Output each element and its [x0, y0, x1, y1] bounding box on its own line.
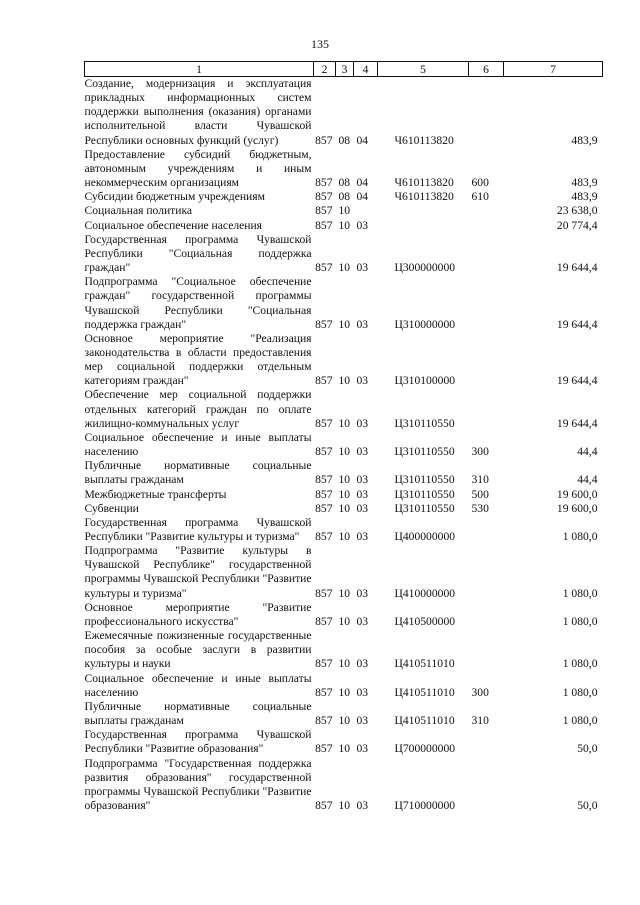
- row-name: Межбюджетные трансферты: [84, 487, 227, 501]
- code-ministry: 857: [315, 798, 333, 812]
- row-name: Государственная программа Чувашской Республики "Развитие культуры и туризма": [84, 515, 312, 543]
- row-name: Подпрограмма "Социальное обеспечение граждан" государственной программы Чувашской Республики "Социальная поддержка граждан": [84, 275, 312, 331]
- table-row: [85, 190, 603, 204]
- code-ministry: 857: [315, 501, 333, 515]
- code-expense-type: [469, 233, 504, 275]
- code-section: 10: [338, 657, 351, 671]
- code-target-item: Ч610113820: [394, 176, 454, 190]
- code-expense-type: [469, 728, 504, 756]
- row-name: Субсидии бюджетным учреждениям: [84, 190, 265, 204]
- table-row: [85, 757, 603, 814]
- code-ministry: 857: [315, 530, 333, 543]
- row-amount: 19 600,0: [556, 501, 598, 515]
- code-target-item: Ц400000000: [394, 530, 456, 543]
- table-row: [85, 204, 603, 218]
- code-expense-type: 530: [471, 501, 489, 515]
- row-amount: 19 644,4: [556, 261, 598, 275]
- code-expense-type: [469, 601, 504, 629]
- row-amount: 1 080,0: [562, 714, 598, 728]
- code-section: 10: [338, 714, 351, 728]
- table-row: [85, 275, 603, 332]
- code-target-item: Ц410511010: [394, 714, 455, 728]
- code-expense-type: [469, 332, 504, 389]
- table-row: [85, 77, 603, 148]
- code-section: 10: [338, 473, 351, 487]
- code-ministry: 857: [315, 714, 333, 728]
- code-expense-type: 310: [471, 473, 489, 487]
- table-row: [85, 148, 603, 190]
- code-ministry: 857: [315, 614, 333, 628]
- table-header: [85, 62, 603, 77]
- code-subsection: 03: [356, 614, 369, 628]
- code-target-item: [378, 219, 469, 233]
- column-header: 2: [314, 62, 336, 77]
- row-name: Социальное обеспечение и иные выплаты населению: [84, 430, 312, 459]
- row-name: Основное мероприятие "Развитие профессионального искусства": [84, 600, 312, 628]
- code-section: 10: [338, 374, 351, 388]
- row-amount: 50,0: [577, 742, 598, 756]
- code-section: 10: [338, 317, 351, 331]
- row-name: Основное мероприятие "Реализация законодательства в области предоставления мер социальной поддержки отдельным категориям граждан": [84, 331, 312, 388]
- row-name: Создание, модернизация и эксплуатация прикладных информационных систем поддержки выполнения (оказания) органами исполнительной власти Чувашской Республики основных функций (услуг): [84, 77, 312, 147]
- code-subsection: 03: [356, 742, 369, 756]
- row-amount: 1 080,0: [562, 614, 598, 628]
- code-section: 10: [338, 501, 351, 515]
- row-name: Социальное обеспечение населения: [84, 218, 263, 232]
- code-target-item: Ц310000000: [394, 317, 456, 331]
- code-subsection: 04: [356, 133, 369, 147]
- code-target-item: Ц710000000: [394, 798, 456, 812]
- table-row: [85, 332, 603, 389]
- code-target-item: Ц310100000: [394, 374, 456, 388]
- table-row: [85, 219, 603, 233]
- code-expense-type: 500: [471, 487, 489, 501]
- code-ministry: 857: [315, 657, 333, 671]
- code-section: 10: [338, 530, 351, 543]
- code-section: 10: [338, 798, 351, 812]
- code-subsection: 03: [356, 501, 369, 515]
- row-amount: 50,0: [577, 798, 598, 812]
- row-name: Подпрограмма "Государственная поддержка развития образования" государственной программы Чувашской Республики "Развитие образования": [84, 756, 312, 812]
- code-ministry: 857: [315, 487, 333, 501]
- code-target-item: [378, 204, 469, 218]
- row-name: Субвенции: [84, 501, 139, 515]
- code-expense-type: [469, 757, 504, 814]
- code-target-item: Ц310110550: [394, 416, 455, 430]
- column-header: 6: [469, 62, 504, 77]
- code-ministry: 857: [315, 445, 333, 459]
- table-row: [85, 388, 603, 430]
- code-subsection: 03: [356, 261, 369, 275]
- column-header: 4: [354, 62, 378, 77]
- code-section: 10: [338, 685, 351, 699]
- code-ministry: 857: [315, 742, 333, 756]
- code-ministry: 857: [315, 261, 333, 275]
- code-subsection: 03: [356, 445, 369, 459]
- code-target-item: Ц410511010: [394, 657, 455, 671]
- table-row: [85, 516, 603, 544]
- table-row: [85, 233, 603, 275]
- code-section: 10: [338, 261, 351, 275]
- row-name: Обеспечение мер социальной поддержки отдельных категорий граждан по оплате жилищно-коммунальных услуг: [84, 388, 312, 430]
- header-row: [85, 62, 603, 77]
- row-amount: 44,4: [577, 473, 598, 487]
- code-ministry: 857: [315, 218, 333, 232]
- row-amount: 483,9: [571, 176, 598, 190]
- code-target-item: Ц410500000: [394, 614, 456, 628]
- column-header: 1: [85, 62, 314, 77]
- code-subsection: 03: [356, 374, 369, 388]
- row-amount: 19 644,4: [556, 317, 598, 331]
- page-number: 135: [311, 37, 329, 51]
- row-name: Социальная политика: [84, 204, 193, 218]
- code-target-item: Ц310110550: [394, 473, 455, 487]
- code-expense-type: 300: [471, 685, 489, 699]
- row-amount: 1 080,0: [562, 685, 598, 699]
- row-amount: 483,9: [571, 190, 598, 204]
- code-subsection: 04: [356, 176, 369, 190]
- row-amount: 44,4: [577, 445, 598, 459]
- code-subsection: 03: [356, 218, 369, 232]
- column-header: 7: [504, 62, 603, 77]
- code-ministry: 857: [315, 176, 333, 190]
- code-target-item: Ч610113820: [394, 190, 454, 204]
- code-target-item: Ц310110550: [394, 487, 455, 501]
- table-row: [85, 488, 603, 502]
- code-section: 08: [338, 190, 351, 204]
- table-row: [85, 502, 603, 516]
- table-row: [85, 629, 603, 671]
- code-section: 08: [338, 133, 351, 147]
- table-body: [85, 77, 603, 814]
- row-amount: 19 644,4: [556, 374, 598, 388]
- code-ministry: 857: [315, 586, 333, 600]
- code-ministry: 857: [315, 133, 333, 147]
- code-expense-type: [469, 516, 504, 544]
- budget-table: [84, 61, 603, 813]
- code-section: 10: [338, 614, 351, 628]
- code-section: 10: [338, 416, 351, 430]
- table-row: [85, 544, 603, 601]
- code-subsection: 03: [356, 473, 369, 487]
- code-section: 10: [338, 218, 351, 232]
- code-target-item: Ц410000000: [394, 586, 456, 600]
- code-expense-type: [469, 219, 504, 233]
- row-name: Ежемесячные пожизненные государственные пособия за особые заслуги в развитии культуры и науки: [84, 629, 312, 671]
- code-section: 08: [338, 176, 351, 190]
- code-expense-type: [469, 629, 504, 671]
- table-row: [85, 672, 603, 700]
- code-expense-type: [469, 275, 504, 332]
- row-name: Социальное обеспечение и иные выплаты населению: [84, 671, 312, 699]
- row-name: Подпрограмма "Развитие культуры в Чувашской Республике" государственной программы Чувашской Республики "Развитие культуры и туризма": [84, 544, 312, 600]
- code-subsection: 03: [356, 685, 369, 699]
- code-subsection: 04: [356, 190, 369, 204]
- code-ministry: 857: [315, 473, 333, 487]
- code-expense-type: [469, 204, 504, 218]
- row-name: Публичные нормативные социальные выплаты гражданам: [84, 459, 312, 487]
- code-section: 10: [338, 445, 351, 459]
- code-subsection: 03: [356, 586, 369, 600]
- code-subsection: 03: [356, 487, 369, 501]
- row-amount: 1 080,0: [562, 530, 598, 543]
- table-row: [85, 601, 603, 629]
- row-amount: 19 644,4: [556, 416, 598, 430]
- code-section: 10: [338, 586, 351, 600]
- table-row: [85, 728, 603, 756]
- code-ministry: 857: [315, 374, 333, 388]
- code-subsection: 03: [356, 714, 369, 728]
- code-ministry: 857: [315, 317, 333, 331]
- row-name: Государственная программа Чувашской Республики "Развитие образования": [84, 728, 312, 756]
- code-section: 10: [338, 204, 351, 218]
- table-row: [85, 700, 603, 728]
- code-target-item: Ц410511010: [394, 685, 455, 699]
- row-amount: 23 638,0: [556, 204, 598, 218]
- code-expense-type: [469, 388, 504, 430]
- code-expense-type: 300: [471, 445, 489, 459]
- row-amount: 1 080,0: [562, 657, 598, 671]
- row-amount: 1 080,0: [562, 586, 598, 600]
- row-amount: 19 600,0: [556, 487, 598, 501]
- row-amount: 483,9: [571, 133, 598, 147]
- code-subsection: 03: [356, 657, 369, 671]
- code-ministry: 857: [315, 204, 333, 218]
- code-subsection: 03: [356, 798, 369, 812]
- code-target-item: Ц300000000: [394, 261, 456, 275]
- code-ministry: 857: [315, 190, 333, 204]
- row-name: Публичные нормативные социальные выплаты гражданам: [84, 699, 312, 728]
- code-subsection: 03: [356, 317, 369, 331]
- code-ministry: 857: [315, 416, 333, 430]
- code-expense-type: [469, 77, 504, 148]
- code-expense-type: 610: [471, 190, 489, 204]
- code-expense-type: [469, 544, 504, 601]
- code-expense-type: 310: [471, 714, 489, 728]
- column-header: 3: [336, 62, 354, 77]
- code-target-item: Ц310110550: [394, 501, 455, 515]
- row-amount: 20 774,4: [556, 218, 598, 232]
- code-expense-type: 600: [471, 176, 489, 190]
- code-section: 10: [338, 742, 351, 756]
- table-row: [85, 459, 603, 487]
- code-section: 10: [338, 487, 351, 501]
- table-row: [85, 431, 603, 459]
- code-subsection: 03: [356, 416, 369, 430]
- code-target-item: Ц310110550: [394, 445, 455, 459]
- column-header: 5: [378, 62, 469, 77]
- row-name: Государственная программа Чувашской Республики "Социальная поддержка граждан": [84, 232, 312, 275]
- code-target-item: Ч610113820: [394, 133, 454, 147]
- code-ministry: 857: [315, 685, 333, 699]
- code-target-item: Ц700000000: [394, 742, 456, 756]
- code-subsection: [354, 204, 378, 218]
- code-subsection: 03: [356, 530, 369, 543]
- row-name: Предоставление субсидий бюджетным, автономным учреждениям и иным некоммерческим организациям: [84, 147, 312, 190]
